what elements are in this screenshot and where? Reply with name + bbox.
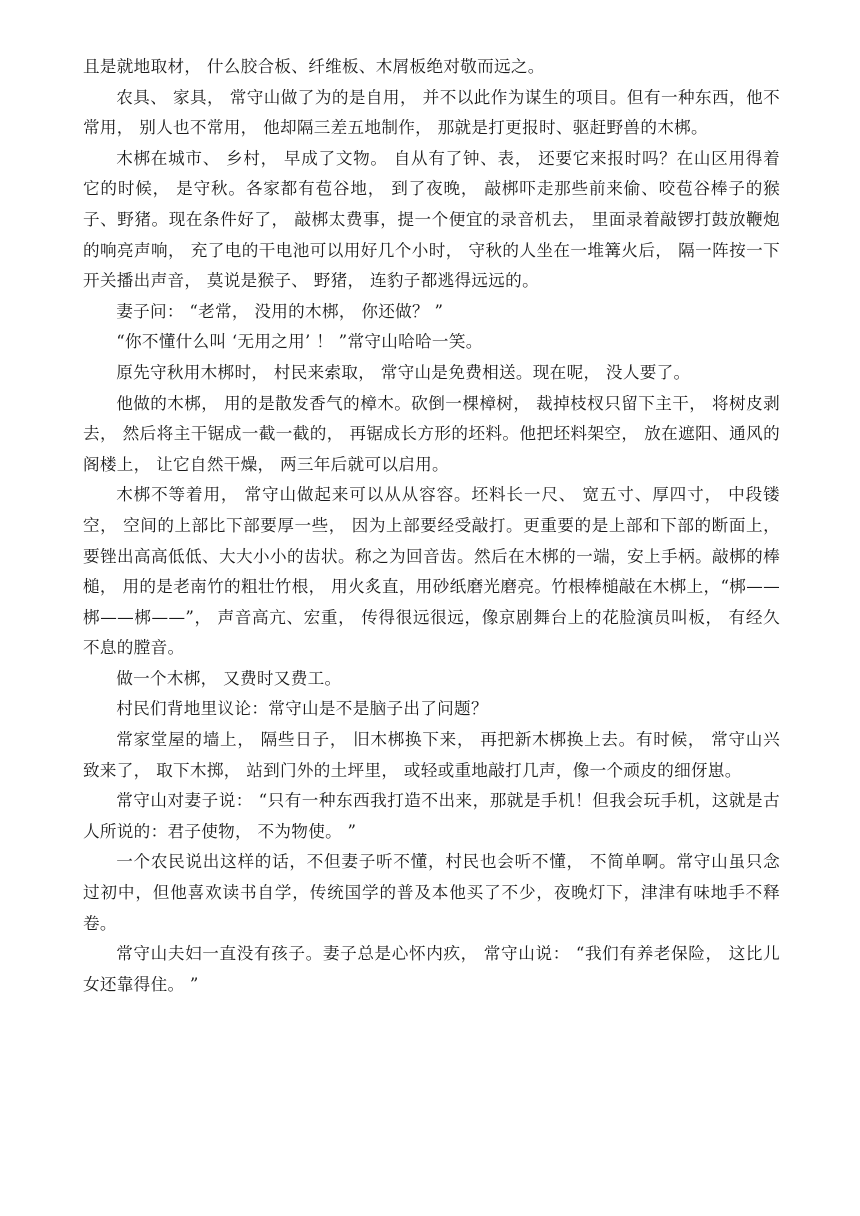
paragraph-9: 做一个木梆， 又费时又费工。 (116, 668, 342, 688)
paragraph-10: 村民们背地里议论：常守山是不是脑子出了问题？ (116, 699, 488, 719)
paragraph-14: 常守山夫妇一直没有孩子。妻子总是心怀内疚， 常守山说： “我们有养老保险， 这比儿女还靠得住。 ” (83, 944, 780, 994)
paragraph-8: 木梆不等着用， 常守山做起来可以从从容容。坯料长一尺、 宽五寸、厚四寸， 中段镂空， 空间的上部比下部要厚一些， 因为上部要经受敲打。更重要的是上部和下部的断面上，要锉出高高低低、大大小小的齿状。称之为回音齿。然后在木梆的一端，安上手柄。敲梆的棒槌， 用的是老南竹的粗壮竹根， 用火炙直，用砂纸磨光磨亮。竹根棒槌敲在木梆上，“梆——梆——梆——”， 声音高亢、宏重， 传得很远很远，像京剧舞台上的花脸演员叫板， 有经久不息的膛音。 (83, 485, 780, 658)
paragraph-7: 他做的木梆， 用的是散发香气的樟木。砍倒一棵樟树， 裁掉枝杈只留下主干， 将树皮剥去， 然后将主干锯成一截一截的， 再锯成长方形的坯料。他把坯料架空， 放在遮阳、通风的阁楼上， 让它自然干燥， 两三年后就可以启用。 (83, 393, 780, 474)
paragraph-3: 木梆在城市、 乡村， 早成了文物。 自从有了钟、表， 还要它来报时吗？在山区用得着它的时候， 是守秋。各家都有苞谷地， 到了夜晚， 敲梆吓走那些前来偷、咬苞谷棒子的猴子、野猪。现在条件好了， 敲梆太费事，提一个便宜的录音机去， 里面录着敲锣打鼓放鞭炮的响亮声响， 充了电的干电池可以用好几个小时， 守秋的人坐在一堆篝火后， 隔一阵按一下开关播出声音， 莫说是猴子、 野猪， 连豹子都逃得远远的。 (83, 148, 780, 291)
paragraph-6: 原先守秋用木梆时， 村民来索取， 常守山是免费相送。现在呢， 没人要了。 (116, 362, 691, 382)
paragraph-4: 妻子问： “老常， 没用的木梆， 你还做？ ” (116, 301, 444, 321)
paragraph-2: 农具、 家具， 常守山做了为的是自用， 并不以此作为谋生的项目。但有一种东西，他不常用， 别人也不常用， 他却隔三差五地制作， 那就是打更报时、驱赶野兽的木梆。 (83, 87, 780, 138)
paragraph-11: 常家堂屋的墙上， 隔些日子， 旧木梆换下来， 再把新木梆换上去。有时候， 常守山兴致来了， 取下木掷， 站到门外的土坪里， 或轻或重地敲打几声，像一个顽皮的细伢崽。 (83, 730, 780, 780)
paragraph-13: 一个农民说出这样的话，不但妻子听不懂，村民也会听不懂， 不简单啊。常守山虽只念过初中，但他喜欢读书自学，传统国学的普及本他买了不少，夜晚灯下，津津有味地手不释卷。 (83, 852, 780, 933)
paragraph-5: “你不懂什么叫 ‘无用之用’ ！ ”常守山哈哈一笑。 (116, 332, 483, 352)
document-body (83, 52, 780, 1000)
paragraph-1: 且是就地取材， 什么胶合板、纤维板、木屑板绝对敬而远之。 (83, 57, 545, 76)
paragraph-12: 常守山对妻子说： “只有一种东西我打造不出来，那就是手机！但我会玩手机，这就是古人所说的：君子使物， 不为物使。 ” (83, 791, 780, 841)
